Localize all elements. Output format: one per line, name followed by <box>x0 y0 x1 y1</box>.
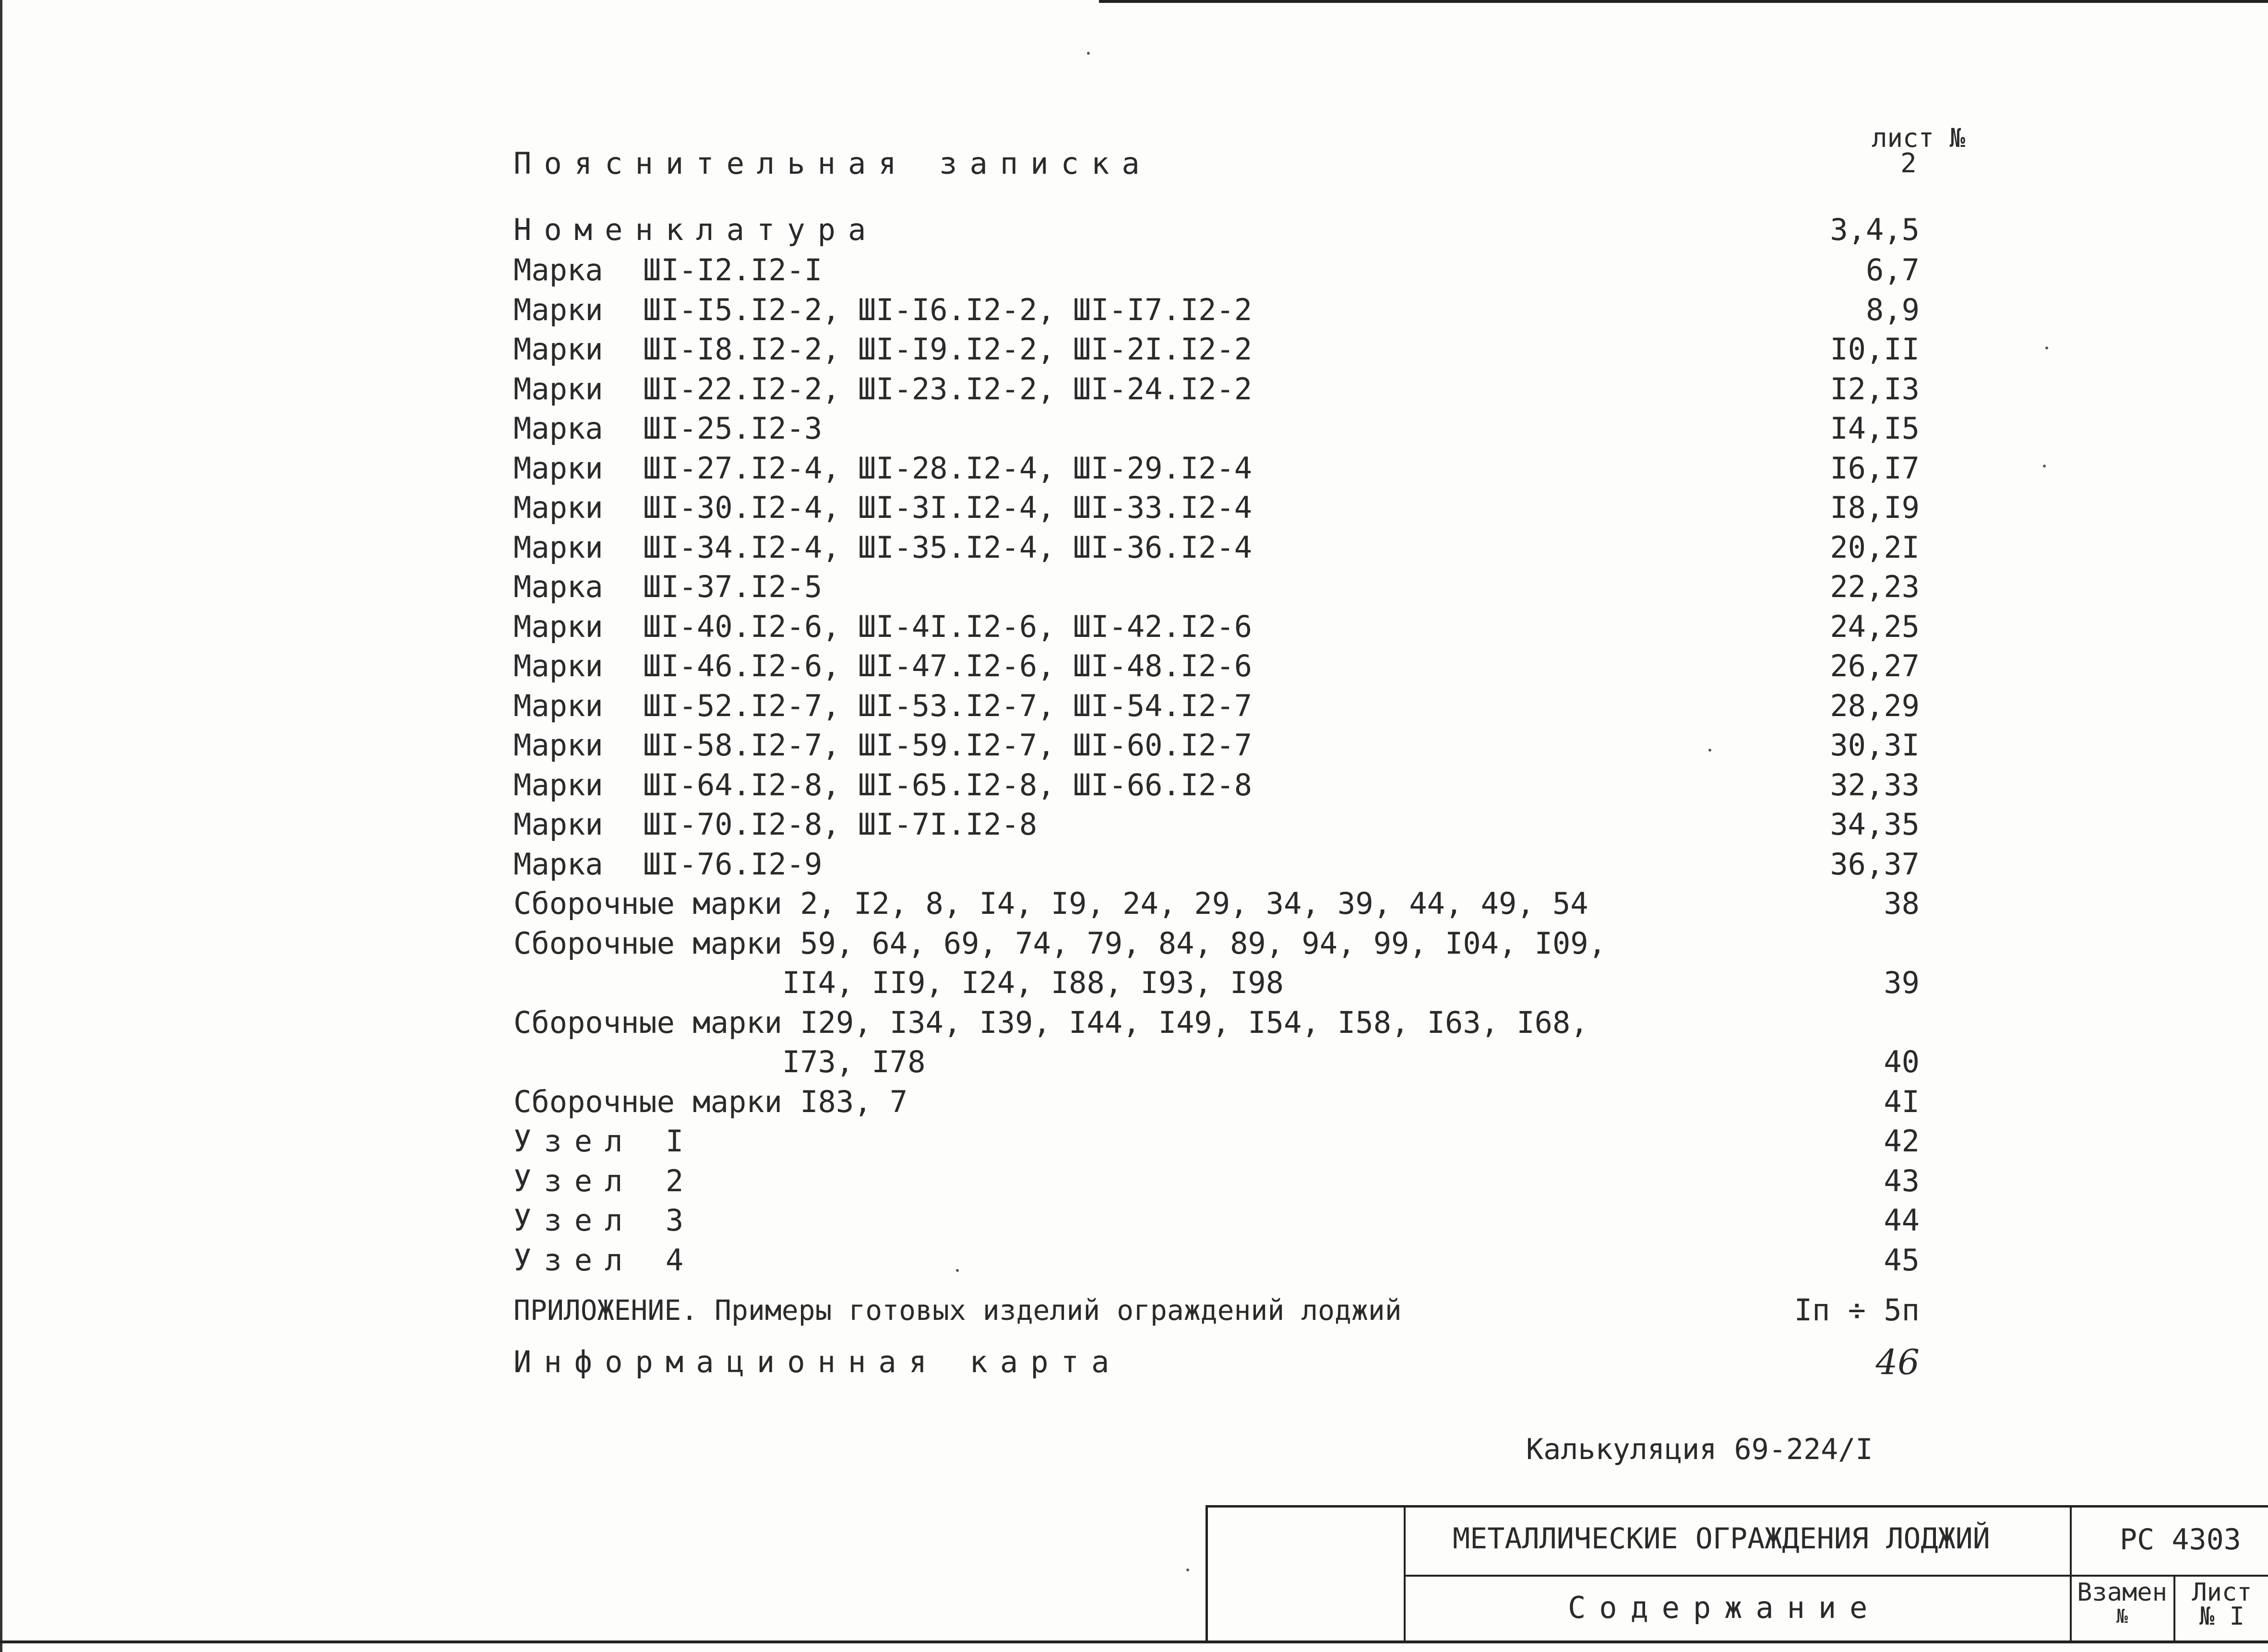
toc-row-mark <box>513 528 1953 567</box>
toc-row-mark <box>513 330 1953 369</box>
toc-title: Узел 4 <box>513 1242 696 1278</box>
toc-label: Марки <box>513 332 603 367</box>
toc-items: ШI-I2.I2-I <box>643 252 823 287</box>
toc-items: ШI-64.I2-8, ШI-65.I2-8, ШI-66.I2-8 <box>643 767 1253 802</box>
toc-items: ШI-46.I2-6, ШI-47.I2-6, ШI-48.I2-6 <box>643 648 1253 683</box>
toc-sheets: 8,9 <box>1866 292 1920 327</box>
toc-label: Марки <box>513 767 603 802</box>
scan-speck <box>956 1269 959 1272</box>
sheet-number-label: Лист <box>2192 1578 2252 1607</box>
replaces-label: Взамен <box>2077 1578 2167 1607</box>
toc-sheets: 36,37 <box>1830 846 1920 882</box>
toc-sheets: 6,7 <box>1866 252 1920 287</box>
toc-sheets-handwritten: 46 <box>1875 1342 1920 1382</box>
toc-items: ШI-58.I2-7, ШI-59.I2-7, ШI-60.I2-7 <box>643 728 1253 763</box>
toc-assembly-line: Сборочные марки 2, I2, 8, I4, I9, 24, 29, 34, 39, 44, 49, 54 <box>513 886 1588 921</box>
sheet-title: Содержание <box>1568 1590 1881 1625</box>
toc-row-mark <box>513 409 1953 448</box>
toc-sheets: 38 <box>1884 886 1920 921</box>
sheet-number-cell <box>2176 1578 2268 1631</box>
calculation-reference: Калькуляция 69-224/I <box>1526 1433 1873 1466</box>
toc-label: Марки <box>513 371 603 407</box>
toc-row-assembly <box>513 924 1953 963</box>
toc-sheets: Iп ÷ 5п <box>1794 1293 1920 1328</box>
toc-title: Информационная карта <box>513 1344 1122 1379</box>
toc-items: ШI-76.I2-9 <box>643 846 823 882</box>
toc-title: Узел 3 <box>513 1203 696 1238</box>
toc-row-info-card <box>513 1342 1953 1382</box>
toc-row-nomenclature <box>513 210 1953 250</box>
toc-sheets: I0,II <box>1830 332 1920 367</box>
document-name: МЕТАЛЛИЧЕСКИЕ ОГРАЖДЕНИЯ ЛОДЖИЙ <box>1453 1522 1990 1556</box>
toc-sheets: 3,4,5 <box>1830 212 1920 247</box>
toc-title: Узел I <box>513 1124 696 1159</box>
toc-row-mark <box>513 845 1953 884</box>
toc-row-node <box>513 1122 1953 1161</box>
frame-top-border <box>1099 0 2268 3</box>
toc-row-mark <box>513 607 1953 646</box>
sheet-column-header: лист № <box>1872 123 1966 153</box>
toc-sheets: 44 <box>1884 1203 1920 1238</box>
toc-sheets: 43 <box>1884 1163 1920 1198</box>
toc-label: Марки <box>513 609 603 644</box>
toc-sheets: 30,3I <box>1830 728 1920 763</box>
toc-items: ШI-34.I2-4, ШI-35.I2-4, ШI-36.I2-4 <box>643 529 1253 565</box>
toc-assembly-line: Сборочные марки 59, 64, 69, 74, 79, 84, 89, 94, 99, I04, I09, <box>513 925 1606 961</box>
toc-items: ШI-I5.I2-2, ШI-I6.I2-2, ШI-I7.I2-2 <box>643 292 1253 327</box>
toc-row-node <box>513 1241 1953 1280</box>
toc-sheets: 24,25 <box>1830 609 1920 644</box>
toc-sheets: 39 <box>1884 965 1920 1000</box>
toc-sheets: 20,2I <box>1830 529 1920 565</box>
toc-label: Марки <box>513 728 603 763</box>
toc-sheets: 40 <box>1884 1044 1920 1079</box>
toc-row-mark <box>513 726 1953 765</box>
toc-row-mark <box>513 805 1953 844</box>
title-block-divider <box>2173 1576 2175 1643</box>
toc-sheets: I4,I5 <box>1830 411 1920 446</box>
document-code: РС 4303 <box>2120 1523 2241 1556</box>
toc-row-mark <box>513 449 1953 488</box>
toc-label: Марка <box>513 252 603 287</box>
scan-speck <box>1186 1568 1189 1571</box>
toc-assembly-line: II4, II9, I24, I88, I93, I98 <box>513 965 1284 1000</box>
toc-row-mark <box>513 567 1953 607</box>
toc-row-mark <box>513 488 1953 527</box>
toc-sheets: 34,35 <box>1830 807 1920 842</box>
toc-items: ШI-25.I2-3 <box>643 411 823 446</box>
sheet-number: № I <box>2199 1602 2244 1631</box>
toc-label: Марки <box>513 490 603 525</box>
toc-sheets: 4I <box>1884 1084 1920 1119</box>
toc-label: Марки <box>513 529 603 565</box>
toc-label: Марка <box>513 411 603 446</box>
title-block-divider <box>1404 1575 2268 1577</box>
toc-label: Марка <box>513 846 603 882</box>
toc-row-mark <box>513 766 1953 805</box>
toc-label: Марки <box>513 807 603 842</box>
toc-assembly-line: Сборочные марки I29, I34, I39, I44, I49, I54, I58, I63, I68, <box>513 1005 1588 1040</box>
toc-row-mark <box>513 686 1953 726</box>
toc-assembly-line: I73, I78 <box>513 1044 926 1079</box>
toc-row-node <box>513 1201 1953 1240</box>
toc-items: ШI-27.I2-4, ШI-28.I2-4, ШI-29.I2-4 <box>643 450 1253 486</box>
toc-sheets: 42 <box>1884 1124 1920 1159</box>
title-block <box>1206 1505 2268 1643</box>
toc-row-mark <box>513 370 1953 409</box>
toc-row-node <box>513 1161 1953 1201</box>
replaces-cell <box>2072 1580 2173 1628</box>
toc-label: Марки <box>513 648 603 683</box>
toc-sheets: 32,33 <box>1830 767 1920 802</box>
toc-items: ШI-22.I2-2, ШI-23.I2-2, ШI-24.I2-2 <box>643 371 1253 407</box>
toc-sheets: I8,I9 <box>1830 490 1920 525</box>
toc-row-assembly <box>513 1082 1953 1122</box>
toc-items: ШI-30.I2-4, ШI-3I.I2-4, ШI-33.I2-4 <box>643 490 1253 525</box>
toc-sheets: 28,29 <box>1830 688 1920 723</box>
toc-label: Марки <box>513 292 603 327</box>
scan-speck <box>1708 749 1711 752</box>
scan-speck <box>2043 465 2046 467</box>
toc-row-mark <box>513 290 1953 330</box>
toc-row-appendix <box>513 1291 1953 1330</box>
explanatory-note-sheet: 2 <box>1900 148 1917 179</box>
toc-title: ПРИЛОЖЕНИЕ. Примеры готовых изделий ограждений лоджий <box>513 1294 1402 1327</box>
frame-left-border <box>0 0 2 1652</box>
toc-title: Пояснительная записка <box>513 146 1152 181</box>
toc-row-assembly-continued <box>513 963 1953 1003</box>
toc-items: ШI-52.I2-7, ШI-53.I2-7, ШI-54.I2-7 <box>643 688 1253 723</box>
toc-items: ШI-40.I2-6, ШI-4I.I2-6, ШI-42.I2-6 <box>643 609 1253 644</box>
toc-row-explanatory-note <box>513 144 1953 183</box>
replaces-number: № <box>2116 1605 2128 1628</box>
toc-sheets: 22,23 <box>1830 569 1920 604</box>
toc-sheets: I2,I3 <box>1830 371 1920 407</box>
toc-sheets: 26,27 <box>1830 648 1920 683</box>
toc-row-mark <box>513 251 1953 290</box>
toc-sheets: 45 <box>1884 1242 1920 1278</box>
toc-sheets: I6,I7 <box>1830 450 1920 486</box>
toc-title: Номенклатура <box>513 212 879 247</box>
toc-label: Марки <box>513 688 603 723</box>
toc-items: ШI-37.I2-5 <box>643 569 823 604</box>
toc-row-assembly-continued <box>513 1042 1953 1082</box>
toc-label: Марка <box>513 569 603 604</box>
toc-assembly-line: Сборочные марки I83, 7 <box>513 1084 908 1119</box>
scan-speck <box>1087 52 1090 55</box>
toc-items: ШI-I8.I2-2, ШI-I9.I2-2, ШI-2I.I2-2 <box>643 332 1253 367</box>
toc-row-mark <box>513 646 1953 686</box>
toc-title: Узел 2 <box>513 1163 696 1198</box>
toc-row-assembly <box>513 884 1953 923</box>
toc-items: ШI-70.I2-8, ШI-7I.I2-8 <box>643 807 1038 842</box>
scan-speck <box>2045 347 2048 349</box>
toc-label: Марки <box>513 450 603 486</box>
toc-row-assembly <box>513 1003 1953 1042</box>
